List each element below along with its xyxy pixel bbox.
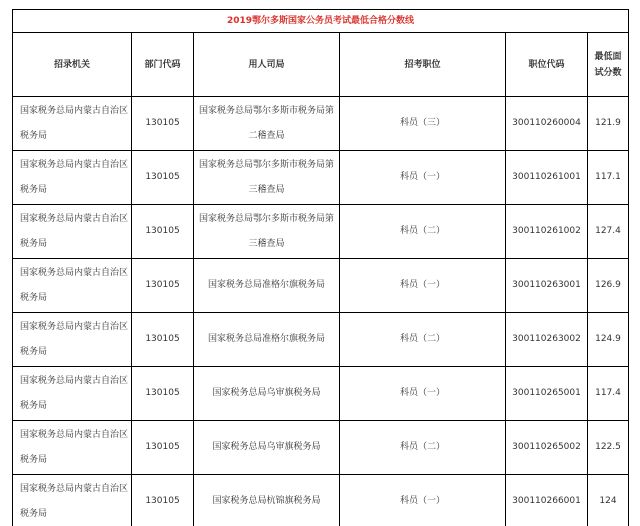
cell-position-text: 科员（二） xyxy=(399,226,445,236)
cell-dept-code-text: 130105 xyxy=(145,172,180,182)
cell-min-score xyxy=(588,313,629,367)
cell-position-code xyxy=(506,475,588,526)
header-agency: 招录机关 xyxy=(13,33,132,97)
cell-position xyxy=(340,421,506,475)
cell-employer-text: 国家税务总局乌审旗税务局 xyxy=(212,388,321,398)
cell-position-code-text: 300110263001 xyxy=(512,280,581,290)
table-row xyxy=(13,421,629,475)
cell-position-code xyxy=(506,97,588,151)
cell-employer-text: 国家税务总局乌审旗税务局 xyxy=(212,442,321,452)
cell-employer xyxy=(194,475,340,526)
cell-position-text: 科员（一） xyxy=(399,388,445,398)
cell-employer xyxy=(194,151,340,205)
cell-position-code-text: 300110263002 xyxy=(512,334,581,344)
cell-position-code-text: 300110261001 xyxy=(512,172,581,182)
cell-agency xyxy=(13,367,132,421)
cell-agency-text: 国家税务总局内蒙古自治区税务局 xyxy=(20,483,129,519)
cell-dept-code-text: 130105 xyxy=(145,226,180,236)
cell-position xyxy=(340,97,506,151)
table-row xyxy=(13,313,629,367)
cell-dept-code xyxy=(132,97,194,151)
cell-employer xyxy=(194,205,340,259)
title-row xyxy=(13,10,629,33)
cell-position-code xyxy=(506,259,588,313)
score-table xyxy=(12,9,629,526)
cell-position-code-text: 300110265002 xyxy=(512,442,581,452)
cell-dept-code-text: 130105 xyxy=(145,334,180,344)
cell-employer xyxy=(194,421,340,475)
cell-employer xyxy=(194,97,340,151)
cell-position-text: 科员（一） xyxy=(399,172,445,182)
cell-min-score-text: 124.9 xyxy=(595,334,621,344)
cell-employer-text: 国家税务总局准格尔旗税务局 xyxy=(207,334,325,344)
cell-position-code-text: 300110265001 xyxy=(512,388,581,398)
table-row xyxy=(13,205,629,259)
cell-dept-code-text: 130105 xyxy=(145,442,180,452)
cell-agency xyxy=(13,259,132,313)
header-min-score xyxy=(588,33,629,97)
cell-employer xyxy=(194,259,340,313)
cell-position xyxy=(340,475,506,526)
cell-min-score-text: 117.4 xyxy=(595,388,621,398)
cell-employer xyxy=(194,367,340,421)
cell-agency xyxy=(13,97,132,151)
cell-agency-text: 国家税务总局内蒙古自治区税务局 xyxy=(20,105,129,141)
cell-agency-text: 国家税务总局内蒙古自治区税务局 xyxy=(20,429,129,465)
cell-employer xyxy=(194,313,340,367)
table-title-text: 2019鄂尔多斯国家公务员考试最低合格分数线 xyxy=(226,16,415,26)
cell-dept-code xyxy=(132,367,194,421)
cell-min-score xyxy=(588,367,629,421)
cell-dept-code xyxy=(132,259,194,313)
cell-dept-code xyxy=(132,475,194,526)
cell-position-code xyxy=(506,421,588,475)
table-row xyxy=(13,259,629,313)
cell-min-score-text: 126.9 xyxy=(595,280,621,290)
cell-agency xyxy=(13,205,132,259)
header-employer: 用人司局 xyxy=(194,33,340,97)
cell-dept-code-text: 130105 xyxy=(145,496,180,506)
cell-position-code-text: 300110266001 xyxy=(512,496,581,506)
header-row xyxy=(13,33,629,97)
cell-position xyxy=(340,313,506,367)
cell-dept-code xyxy=(132,313,194,367)
cell-agency xyxy=(13,151,132,205)
cell-employer-text: 国家税务总局鄂尔多斯市税务局第三稽查局 xyxy=(198,159,334,195)
cell-agency-text: 国家税务总局内蒙古自治区税务局 xyxy=(20,321,129,357)
cell-position-code xyxy=(506,367,588,421)
cell-min-score xyxy=(588,97,629,151)
cell-position-text: 科员（二） xyxy=(399,442,445,452)
table-row xyxy=(13,151,629,205)
cell-position-code-text: 300110261002 xyxy=(512,226,581,236)
table-row xyxy=(13,367,629,421)
cell-position-text: 科员（三） xyxy=(399,118,445,128)
cell-agency xyxy=(13,421,132,475)
cell-position-text: 科员（一） xyxy=(399,496,445,506)
cell-position xyxy=(340,259,506,313)
cell-min-score xyxy=(588,151,629,205)
cell-dept-code xyxy=(132,205,194,259)
cell-min-score-text: 122.5 xyxy=(595,442,621,452)
cell-agency xyxy=(13,475,132,526)
cell-position-text: 科员（一） xyxy=(399,280,445,290)
cell-employer-text: 国家税务总局鄂尔多斯市税务局第二稽查局 xyxy=(198,105,334,141)
cell-min-score-text: 117.1 xyxy=(595,172,621,182)
cell-agency-text: 国家税务总局内蒙古自治区税务局 xyxy=(20,375,129,411)
cell-position xyxy=(340,205,506,259)
header-position-code: 职位代码 xyxy=(506,33,588,97)
cell-position xyxy=(340,151,506,205)
cell-agency-text: 国家税务总局内蒙古自治区税务局 xyxy=(20,213,129,249)
table-title xyxy=(13,10,629,33)
cell-dept-code-text: 130105 xyxy=(145,118,180,128)
cell-min-score xyxy=(588,475,629,526)
header-position: 招考职位 xyxy=(340,33,506,97)
cell-agency-text: 国家税务总局内蒙古自治区税务局 xyxy=(20,159,129,195)
cell-employer-text: 国家税务总局准格尔旗税务局 xyxy=(207,280,325,290)
cell-min-score-text: 121.9 xyxy=(595,118,621,128)
cell-min-score xyxy=(588,205,629,259)
cell-position xyxy=(340,367,506,421)
table-row xyxy=(13,97,629,151)
cell-dept-code-text: 130105 xyxy=(145,280,180,290)
cell-position-text: 科员（二） xyxy=(399,334,445,344)
cell-position-code xyxy=(506,151,588,205)
cell-employer-text: 国家税务总局鄂尔多斯市税务局第三稽查局 xyxy=(198,213,334,249)
cell-min-score-text: 124 xyxy=(599,496,617,506)
cell-position-code xyxy=(506,205,588,259)
cell-min-score xyxy=(588,259,629,313)
cell-dept-code xyxy=(132,151,194,205)
cell-min-score xyxy=(588,421,629,475)
cell-employer-text: 国家税务总局杭锦旗税务局 xyxy=(212,496,321,506)
cell-position-code-text: 300110260004 xyxy=(512,118,581,128)
header-dept-code: 部门代码 xyxy=(132,33,194,97)
cell-agency-text: 国家税务总局内蒙古自治区税务局 xyxy=(20,267,129,303)
cell-position-code xyxy=(506,313,588,367)
table-row xyxy=(13,475,629,526)
cell-agency xyxy=(13,313,132,367)
header-min-score-text: 最低面试分数 xyxy=(594,51,622,78)
cell-dept-code xyxy=(132,421,194,475)
cell-min-score-text: 127.4 xyxy=(595,226,621,236)
cell-dept-code-text: 130105 xyxy=(145,388,180,398)
